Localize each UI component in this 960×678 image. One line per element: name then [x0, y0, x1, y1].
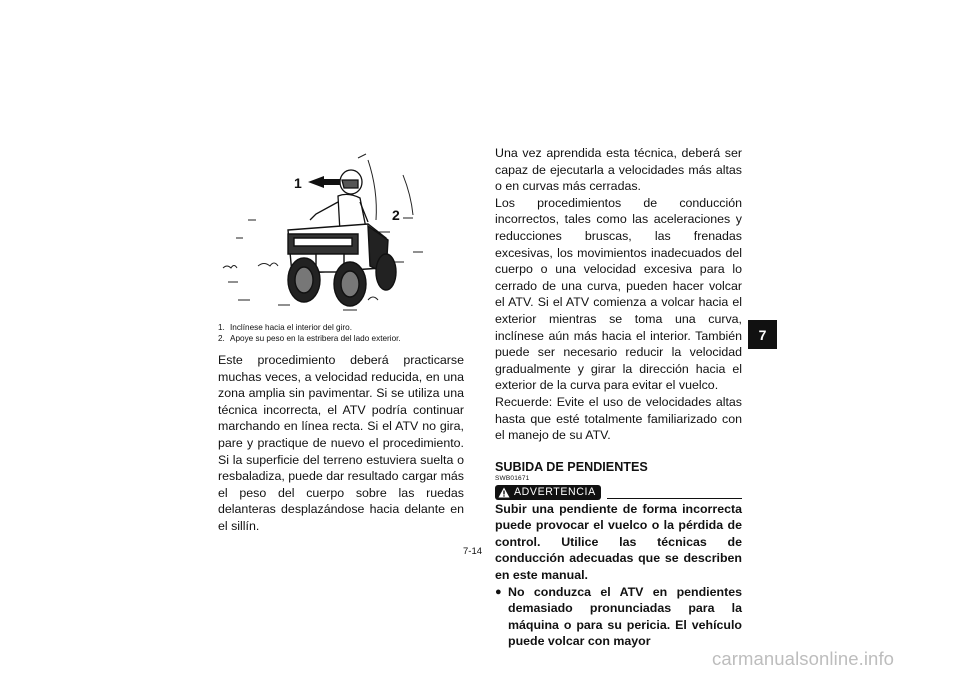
reference-code: SWB01671 [495, 474, 530, 482]
warning-bullet [495, 584, 742, 650]
figure-captions [218, 322, 464, 344]
left-column [218, 322, 464, 535]
callout-2: 2 [392, 207, 400, 223]
warning-header [495, 484, 742, 501]
caption-number: 1. [218, 323, 225, 332]
bullet-icon: ● [495, 585, 502, 598]
caption-number: 2. [218, 334, 225, 343]
callout-1: 1 [294, 175, 302, 191]
warning-rule [607, 498, 742, 499]
warning-triangle-icon [498, 487, 510, 498]
caption-item [218, 333, 464, 344]
technique-paragraph: Una vez aprendida esta técnica, deberá ser capaz de ejecutarla a velocidades más altas o en curvas más cerradas. [495, 146, 742, 194]
warning-label: ADVERTENCIA [514, 485, 596, 498]
caption-text: Apoye su peso en la estribera del lado exterior. [230, 334, 401, 343]
section-heading: SUBIDA DE PENDIENTES [495, 459, 648, 474]
right-column [495, 145, 742, 650]
warning-text: Subir una pendiente de forma incorrecta puede provocar el vuelco o la pérdida de control. Utilice las técnicas de conducción adecuadas que se describen en este manual. [495, 501, 742, 583]
caption-text: Inclínese hacia el interior del giro. [230, 323, 352, 332]
watermark: carmanualsonline.info [712, 648, 895, 669]
remember-paragraph: Recuerde: Evite el uso de velocidades altas hasta que esté totalmente familiarizado con el manejo de su ATV. [495, 394, 742, 443]
atv-turning-illustration [218, 150, 448, 323]
incorrect-procedures-paragraph: Los procedimientos de conducción incorrectos, tales como las aceleraciones y reducciones bruscas, las frenadas excesivas, los movimientos inadecuados del cuerpo o una velocidad excesiva para lo cerrado de una curva, pueden hacer volcar el ATV. Si el ATV comienza a volcar hacia el exterior mientras se toma una curva, inclínese aún más hacia el interior. También puede ser necesario reducir la velocidad gradualmente y girar la dirección hacia el exterior de la curva para evitar el vuelco. [495, 195, 742, 393]
page-number: 7-14 [463, 546, 483, 557]
caption-item [218, 322, 464, 333]
practice-paragraph: Este procedimiento deberá practicarse muchas veces, a velocidad reducida, en una zona amplia sin pavimentar. Si se utiliza una técnica incorrecta, el ATV podría continuar marchando en línea recta. Si el ATV no gira, pare y practique de nuevo el procedimiento. Si la superficie del terreno estuviera suelta o resbaladiza, puede dar resultado cargar más el peso del cuerpo sobre las ruedas delanteras desplazándose hacia delante en el sillín. [218, 353, 464, 533]
chapter-tab: 7 [748, 320, 777, 349]
bullet-text: No conduzca el ATV en pendientes demasiado pronunciadas para la máquina o para su pericia. El vehículo puede volcar con mayor [508, 584, 742, 649]
warning-badge [495, 485, 601, 500]
